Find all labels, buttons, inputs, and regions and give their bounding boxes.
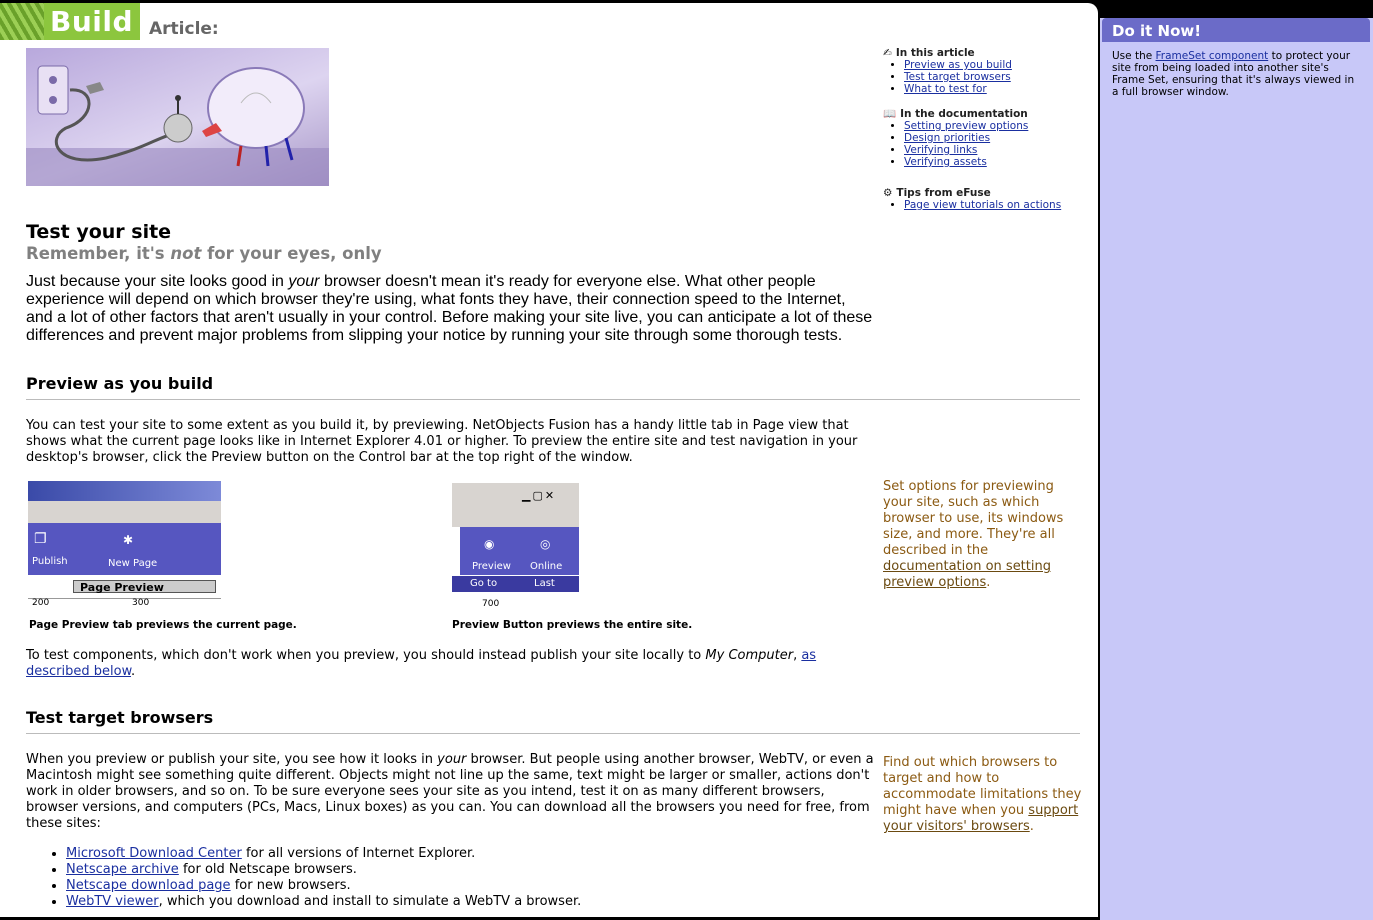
preview-paragraph: You can test your site to some extent as you build it, by previewing. NetObjects Fusion has a handy little tab in Page view that shows what the current page looks like in Internet Explorer 4.01 or higher. To preview the entire site and test navigation in your desktop's browser, click the Preview button on the Control bar at the top right of the window. (26, 418, 858, 465)
list-item: • Netscape download page for new browsers. (66, 878, 581, 894)
build-label: Build (50, 5, 134, 38)
goto-label: Go to (470, 578, 498, 589)
components-paragraph: To test components, which don't work when you preview, you should instead publish your site locally to My Computer, as described below. (26, 648, 817, 679)
netscape-download-link[interactable]: Netscape download page (66, 878, 231, 893)
caption-preview-button: Preview Button previews the entire site. (452, 619, 693, 631)
toc-link-what-to-test[interactable]: What to test for (904, 83, 987, 95)
online-label: Online (530, 561, 563, 572)
doc-link-design-priorities[interactable]: Design priorities (904, 132, 991, 144)
toc-link-preview[interactable]: Preview as you build (904, 59, 1012, 71)
doc-link-verifying-links[interactable]: Verifying links (904, 144, 978, 156)
microsoft-download-link[interactable]: Microsoft Download Center (66, 846, 242, 861)
toc-heading: Tips from eFuse (896, 186, 991, 199)
preview-options-link[interactable]: documentation on setting preview options (883, 559, 1051, 590)
download-list (26, 846, 581, 910)
new-page-icon: ✱ (123, 533, 134, 547)
build-logo-graphic (0, 3, 44, 40)
toc-in-this-article (883, 46, 1012, 95)
toc-heading: In this article (895, 46, 975, 59)
window-controls-icon: ▁▢✕ (522, 489, 557, 502)
section-divider (26, 399, 1080, 400)
toc-tips (883, 186, 1061, 211)
support-browsers-link[interactable]: support your visitors' browsers (883, 803, 1079, 834)
publish-label: Publish (32, 556, 68, 567)
new-page-label: New Page (108, 558, 158, 569)
section-heading-preview: Preview as you build (26, 374, 214, 393)
page-preview-screenshot (28, 481, 221, 614)
section-divider (26, 733, 1080, 734)
eye-icon: ◉ (484, 537, 495, 551)
frameset-component-link[interactable]: FrameSet component (1155, 50, 1269, 62)
netscape-archive-link[interactable]: Netscape archive (66, 862, 179, 877)
browsers-paragraph: When you preview or publish your site, you see how it looks in your browser. But people using another browser, WebTV, or even a Macintosh might see something quite different. Objects might not line up the same, text might be larger or smaller, actions don't work in older browsers, and so on. To be sure everyone sees your site as you intend, test it on as many different browsers, browser versions, and computers (PCs, Macs, Linux boxes) as you can. You can download all the browsers you need for free, from these sites: (26, 752, 874, 831)
doc-link-verifying-assets[interactable]: Verifying assets (904, 156, 987, 168)
page-preview-tab: Page Preview (73, 580, 216, 593)
ruler-label-200: 200 (32, 598, 50, 608)
article-label: Article: (149, 19, 219, 39)
doc-link-setting-preview[interactable]: Setting preview options (904, 120, 1029, 132)
toc-link-browsers[interactable]: Test target browsers (904, 71, 1011, 83)
page-title: Test your site (26, 221, 172, 243)
globe-icon: ◎ (540, 537, 551, 551)
caption-page-preview: Page Preview tab previews the current page. (29, 619, 297, 631)
ruler-label-300: 300 (132, 598, 150, 608)
last-label: Last (534, 578, 555, 589)
list-item: • Netscape archive for old Netscape browsers. (66, 862, 581, 878)
article-page (0, 3, 1098, 917)
do-it-now-sidebar (1100, 0, 1373, 920)
toc-in-documentation (883, 107, 1028, 168)
ruler-label-700: 700 (482, 599, 500, 609)
page-subtitle: Remember, it's not for your eyes, only (26, 244, 382, 263)
tips-gear-icon: ⚙ (883, 186, 893, 199)
preview-button-screenshot (452, 483, 579, 615)
webtv-viewer-link[interactable]: WebTV viewer (66, 894, 159, 909)
hero-illustration (26, 48, 329, 186)
list-item: • Microsoft Download Center for all versions of Internet Explorer. (66, 846, 581, 862)
section-heading-browsers: Test target browsers (26, 708, 214, 727)
preview-label: Preview (472, 561, 511, 572)
described-below-link[interactable]: as described below (26, 648, 817, 679)
preview-tip: Set options for previewing your site, such as which browser to use, its windows size, and more. They're all described in the documentation on setting preview options. (883, 479, 1064, 590)
publish-icon: ❐ (34, 531, 47, 547)
sidebar-text: Use the FrameSet component to protect your site from being loaded into another site's Frame Set, ensuring that it's always viewed in a full browser window. (1112, 50, 1355, 98)
build-tab[interactable] (0, 3, 140, 40)
list-item: • WebTV viewer, which you download and install to simulate a WebTV a browser. (66, 894, 581, 910)
browsers-tip: Find out which browsers to target and how to accommodate limitations they might have when you support your visitors' browsers. (883, 755, 1082, 834)
tip-link-page-view-tutorials[interactable]: Page view tutorials on actions (904, 199, 1062, 211)
sidebar-title: Do it Now! (1102, 18, 1370, 42)
signature-icon: ✍ (883, 46, 892, 59)
book-icon: 📖 (883, 108, 897, 120)
intro-paragraph: Just because your site looks good in your browser doesn't mean it's ready for everyone else. What other people experience will depend on which browser they're using, what fonts they have, their connection speed to the Internet, and a lot of other factors that aren't usually in your control. Before making your site live, you can anticipate a lot of these differences and prevent major problems from slipping your notice by running your site through some thorough tests. (26, 273, 873, 344)
toc-heading: In the documentation (900, 107, 1028, 120)
